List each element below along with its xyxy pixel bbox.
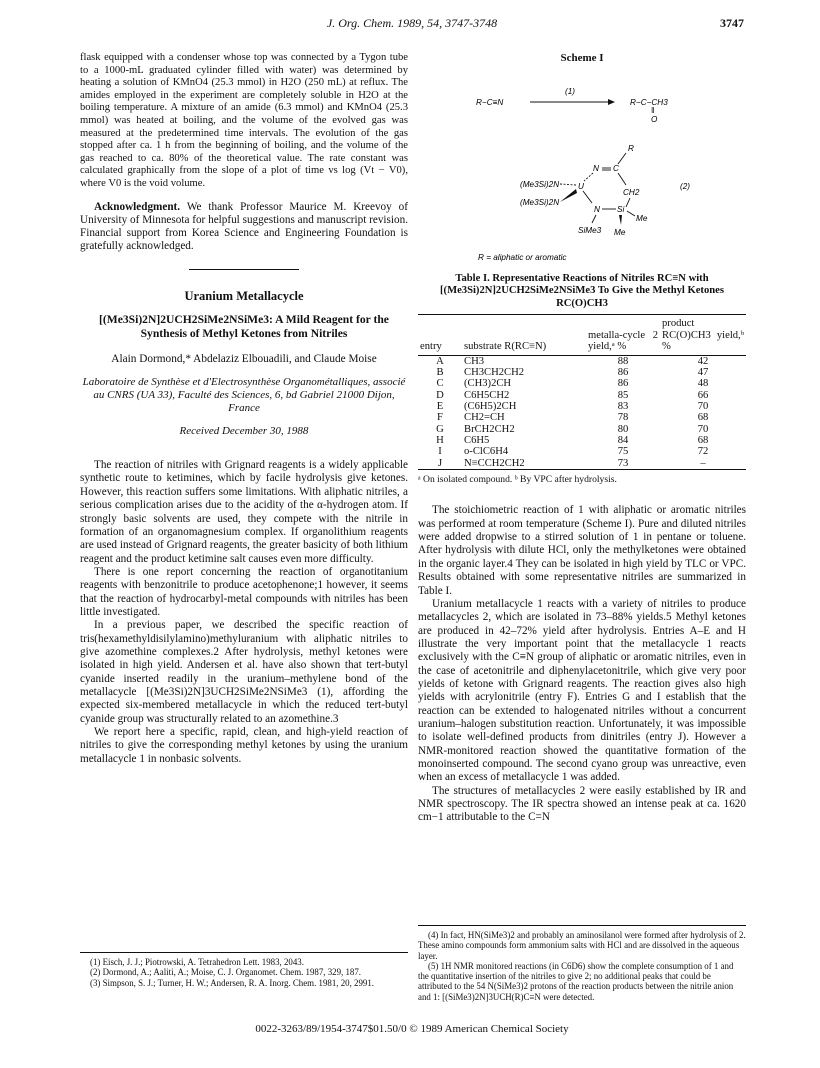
cell-yield-ketone: – [700, 457, 706, 469]
bond [627, 211, 635, 216]
bond [618, 153, 626, 164]
right-body [418, 504, 746, 824]
body-paragraph: In a previous paper, we described the specific reaction of tris(hexamethyldisilylamino)methyluranium with aliphatic nitriles to give azomethine complexes.2 After hydrolysis, methyl ketones were isolated in high yield. Andersen et al. have also shown that tert-butyl cyanide inserted readily in the uranium–methylene bond of the metallacycle [(Me3Si)2N]3UCH2SiMe2NSiMe3 (1), affording the expected six-membered metallacycle in which the reduced tert-butyl cyanide group was structurally related to an azomethine.3 [80, 619, 408, 725]
cell-yield-ketone: 72 [697, 446, 709, 458]
continued-paragraph: flask equipped with a condenser whose top was connected by a Tygon tube to a 1000-mL graduated cylinder filled with water) was determined by heating a solution of KMnO4 (25.3 mmol) in H2O (250 mL) at reflux. The amides employed in the experiment are completely soluble in H2O at the boiling temperature. A mixture of an amide (6.3 mmol) and KMnO4 (25.3 mmol) was heated at boiling, and the volume of the evolved gas was measured at the predetermined time intervals. The evolution of the gas stopped after ca. 1 h from the beginning of boiling, and the volume of the gas reached to ca. 80% of the theoretical value. The rate constant was calculated graphically from the slope of a plot of time vs log (Vt − V0), where V0 is the void volume. [80, 52, 408, 189]
table-row [418, 401, 746, 412]
cell-yield-ketone: 70 [697, 423, 709, 435]
label-n2: N [594, 204, 600, 214]
product-oxygen: O [651, 114, 658, 124]
table-row [418, 355, 746, 367]
table-header-row [418, 315, 746, 356]
cell-yield-ketone: 47 [697, 367, 709, 379]
double-bond-mark: ‖ [651, 105, 655, 115]
cell-yield-2: 85 [617, 389, 629, 401]
label-si: Si [617, 204, 625, 214]
label-compound-2: (2) [680, 181, 691, 191]
cell-entry: D [436, 389, 444, 401]
copyright-footer: 0022-3263/89/1954-3747$01.50/0 © 1989 American Chemical Society [255, 1023, 569, 1035]
bond [583, 191, 592, 203]
label-c: C [613, 163, 619, 173]
affiliation: Laboratoire de Synthèse et d'Electrosynthèse Organométalliques, associé au CNRS (UA 33), Faculté des Sciences, 6, bd Gabriel 21000 Dijon, France [82, 375, 406, 414]
cell-entry: F [437, 412, 443, 424]
arrow-head [608, 99, 615, 105]
scheme-step: (1) [565, 86, 576, 96]
cell-yield-2: 75 [617, 446, 629, 458]
body-paragraph: The reaction of nitriles with Grignard reagents is a widely applicable synthetic route to ketimines, which by facile hydrolysis give ketones. However, this reaction suffers some limitations. With aliphatic nitriles, a serious complication arises due to the acidity of the α-hydrogen atom. If strongly basic solvents are used, they compete with the nitrile in formation of an organomagnesium complex. If organolithium reagents are used instead of Grignard reagents, the greater basicity of both lithium reagent and the product ketimine salt causes even more difficulty. [80, 459, 408, 565]
body-paragraph: Uranium metallacycle 1 reacts with a variety of nitriles to produce metallacycles 2, which are isolated in 73–88% yields.5 Methyl ketones are produced in 42–72% yield after hydrolysis. Entries A–E and H illustrate the very important point that the metallacycle 1 reacts exclusively with the C≡N group of aliphatic or aromatic nitriles, even in the case of acetonitrile and diphenylacetonitrile, which give very poor yields of ketone with Grignard reagents. The reaction gives also high yields with acrylonitrile (entry F). Entries G and I establish that the reaction can be extended to halogenated nitriles without a concurrent uranium–halogen substitution reaction. Unfortunately, it was impossible to isolate well-defined products from dinitriles (entry J). However a NMR-monitored reaction showed the quantitative formation of the monoinserted compound. The second cyano group was unreactive, even when an excess of metallacycle 1 was added. [418, 597, 746, 784]
cell-substrate: N≡CCH2CH2 [464, 457, 525, 469]
cell-substrate: o-ClC6H4 [464, 446, 509, 458]
bond [560, 184, 576, 185]
received-date: Received December 30, 1988 [179, 424, 309, 437]
table-row [418, 424, 746, 435]
label-nsi1: (Me3Si)2N [520, 179, 560, 189]
cell-yield-2: 73 [617, 457, 629, 469]
cell-yield-ketone: 70 [697, 401, 709, 413]
cell-entry: B [436, 367, 444, 379]
scheme-title: Scheme I [560, 52, 604, 64]
cell-entry: J [437, 457, 443, 469]
cell-entry: H [436, 434, 444, 446]
label-ch2: CH2 [623, 187, 640, 197]
footnote: (1) Eisch, J. J.; Piotrowski, A. Tetrahedron Lett. 1983, 2043. [90, 957, 304, 967]
journal-citation: J. Org. Chem. 1989, 54, 3747-3748 [326, 16, 498, 30]
cell-yield-ketone: 66 [697, 389, 709, 401]
label-nsi2: (Me3Si)2N [520, 197, 560, 207]
col-header: metalla-cycle 2 yield,ᵃ % [588, 329, 658, 353]
cell-substrate: C6H5 [464, 434, 490, 446]
cell-substrate: CH3 [464, 355, 485, 367]
cell-yield-2: 80 [617, 423, 629, 435]
scheme-reactant: R−C≡N [476, 97, 504, 107]
cell-yield-2: 84 [617, 434, 629, 446]
table-caption: Table I. Representative Reactions of Nitriles RC≡N with [(Me3Si)2N]2UCH2SiMe2NSiMe3 To Give the Methyl Ketones RC(O)CH3 [440, 272, 724, 309]
footnote: (4) In fact, HN(SiMe3)2 and probably an aminosilanol were formed after hydrolysis of 2. These amino compounds form ammonium salts with HCl and are dissolved in the aqueous layer. [418, 930, 746, 961]
wedge-bond [560, 189, 577, 202]
cell-substrate: BrCH2CH2 [464, 423, 515, 435]
cell-substrate: (CH3)2CH [464, 378, 512, 390]
col-header: product RC(O)CH3 yield,ᵇ % [662, 318, 744, 353]
results-table [418, 314, 746, 469]
label-sime3: SiMe3 [578, 225, 602, 235]
running-header [80, 16, 744, 38]
col-header: entry [420, 341, 442, 353]
page-number: 3747 [720, 16, 744, 30]
cell-yield-2: 78 [617, 412, 629, 424]
table-row [418, 378, 746, 389]
cell-yield-ketone: 48 [697, 378, 709, 390]
label-n1: N [593, 163, 599, 173]
article-subtitle: [(Me3Si)2N]2UCH2SiMe2NSiMe3: A Mild Reagent for the Synthesis of Methyl Ketones from Nitriles [99, 312, 389, 340]
table-footnote: ᵃ On isolated compound. ᵇ By VPC after hydrolysis. [418, 473, 617, 485]
label-r: R [628, 143, 634, 153]
footnote: (2) Dormond, A.; Aaliti, A.; Moise, C. J. Organomet. Chem. 1987, 329, 187. [90, 967, 362, 978]
body-paragraph: There is one report concerning the reaction of organotitanium reagents with benzonitrile to produce acetophenone;1 however, it seems that the reaction of hydrocarbyl-metal compounds with nitriles has been little investigated. [80, 565, 408, 618]
cell-substrate: CH3CH2CH2 [464, 367, 525, 379]
table-row [418, 390, 746, 401]
cell-substrate: CH2=CH [464, 412, 505, 424]
cell-yield-ketone: 68 [697, 434, 709, 446]
article-separator [189, 269, 299, 270]
cell-substrate: (C6H5)2CH [464, 401, 517, 413]
left-footnotes [80, 952, 408, 988]
scheme-diagram [418, 65, 746, 265]
scheme-legend: R = aliphatic or aromatic [478, 252, 567, 262]
bond [618, 173, 626, 185]
scheme-product: R−C−CH3 [630, 97, 668, 107]
ack-text: We thank Professor Maurice M. Kreevoy of University of Minnesota for helpful suggestions and manuscript revision. Financial support from Korea Science and Engineering Foundation is gratefully acknowledged. [80, 200, 408, 253]
cell-yield-ketone: 42 [697, 355, 709, 367]
label-me2: Me [614, 227, 626, 237]
cell-entry: E [436, 401, 444, 413]
table-row [418, 446, 746, 457]
authors: Alain Dormond,* Abdelaziz Elbouadili, and Claude Moise [111, 352, 377, 365]
right-column [418, 52, 746, 825]
wedge-bond [619, 215, 622, 225]
cell-yield-2: 88 [617, 355, 629, 367]
table-row [418, 367, 746, 378]
cell-yield-2: 86 [617, 378, 629, 390]
table-row [418, 435, 746, 446]
footnote: (3) Simpson, S. J.; Turner, H. W.; Andersen, R. A. Inorg. Chem. 1981, 20, 2991. [90, 977, 374, 988]
table-row [418, 412, 746, 423]
right-footnotes [418, 925, 746, 1002]
cell-yield-2: 83 [617, 401, 629, 413]
left-column [80, 52, 408, 766]
cell-entry: C [436, 378, 444, 390]
cell-substrate: C6H5CH2 [464, 389, 510, 401]
bond [592, 215, 596, 223]
article-title: Uranium Metallacycle [184, 289, 304, 304]
cell-yield-ketone: 68 [697, 412, 709, 424]
footnote: (5) 1H NMR monitored reactions (in C6D6) show the complete consumption of 1 and the quantitative insertion of the nitriles to give 2; no additional peaks that could be attributed to the 54 N(SiMe3)2 protons of the reaction products between the nitrile anion and 1: [(SiMe3)2N]3UCH(R)C≡N were detected. [418, 960, 734, 1002]
label-u: U [578, 181, 584, 191]
table-row [418, 458, 746, 470]
bond [584, 173, 593, 181]
cell-entry: A [436, 355, 444, 367]
cell-entry: I [438, 446, 442, 458]
bond [626, 198, 630, 207]
left-body [80, 459, 408, 766]
col-header: substrate R(RC≡N) [464, 341, 547, 353]
body-paragraph: The stoichiometric reaction of 1 with aliphatic or aromatic nitriles was performed at room temperature (Scheme I). Pure and diluted nitriles were added dropwise to a stirred solution of 1 in pentane or toluene. After hydrolysis with dilute HCl, only the methylketones were obtained in the organic layer.4 They can be isolated in high yield by TLC or VPC. Results obtained with some representative nitriles are summarized in Table I. [418, 504, 746, 597]
cell-yield-2: 86 [617, 367, 629, 379]
cell-entry: G [436, 423, 444, 435]
ack-heading: Acknowledgment. [94, 200, 181, 213]
body-paragraph: The structures of metallacycles 2 were easily established by IR and NMR spectroscopy. The IR spectra showed an intense peak at ca. 1620 cm−1 attributable to the C=N [418, 784, 746, 824]
acknowledgment [80, 201, 408, 254]
label-me1: Me [636, 213, 648, 223]
body-paragraph: We report here a specific, rapid, clean, and high-yield reaction of nitriles to give the corresponding methyl ketones by using the uranium metallacycle 1 in nonbasic solvents. [80, 726, 408, 765]
